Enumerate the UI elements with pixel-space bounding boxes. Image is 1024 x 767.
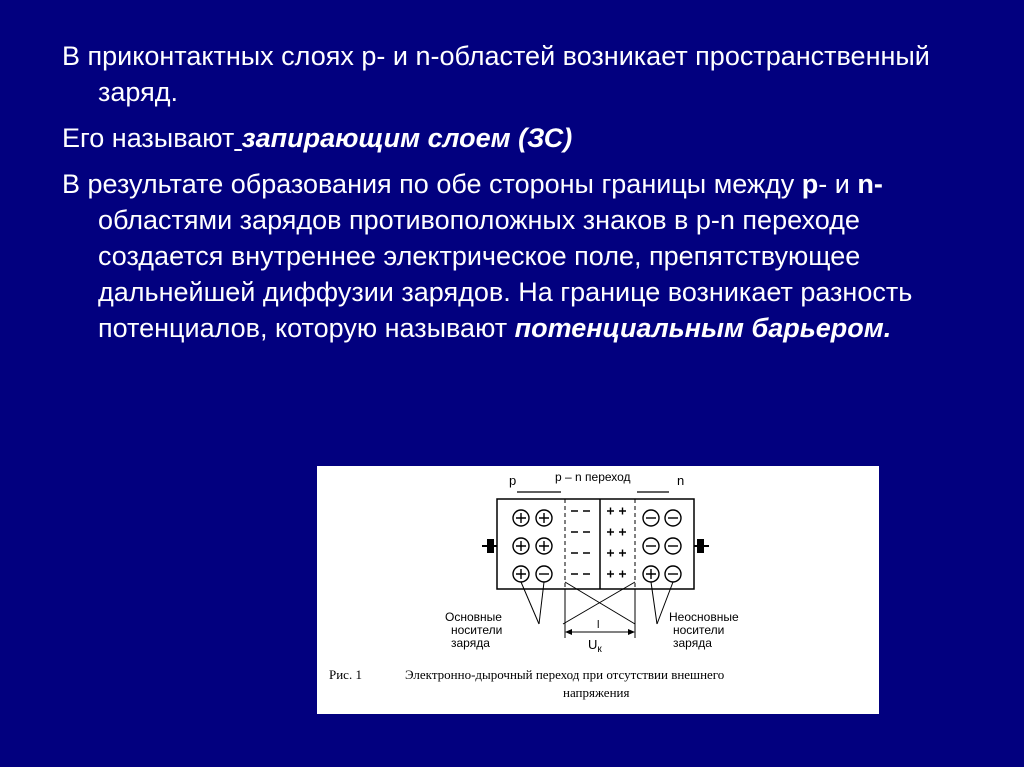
uk-main: U [588, 637, 598, 652]
label-n: n [677, 473, 685, 488]
potential-barrier-text-a: В результате образования по обе стороны границы между [62, 169, 802, 199]
figure-caption-line2: напряжения [563, 685, 630, 700]
majority-caption-2: носители [451, 623, 503, 637]
n-region-carriers [643, 510, 681, 582]
paragraph-potential-barrier [62, 166, 962, 346]
potential-barrier-text-b: - и [818, 169, 858, 199]
p-letter: p [801, 169, 819, 199]
uk-sub: к [597, 644, 602, 655]
space-charge-text: В приконтактных слоях p- и n-областей возникает пространственный заряд. [62, 41, 930, 107]
barrier-layer-prefix: Его называют [62, 123, 235, 153]
label-l: l [597, 619, 600, 631]
paragraph-barrier-layer [62, 120, 962, 156]
paragraph-space-charge [62, 38, 962, 110]
plus-sign [516, 541, 526, 551]
minority-caption-1: Неосновные [669, 610, 739, 624]
right-terminal [697, 539, 704, 553]
figure-number: Рис. 1 [329, 667, 362, 682]
pn-junction-diagram [317, 466, 879, 714]
label-p: p [509, 473, 517, 488]
underlined-space [234, 123, 242, 153]
pn-junction-figure [317, 466, 879, 714]
depletion-negative-charges [571, 511, 590, 574]
figure-caption-line1: Электронно-дырочный переход при отсутствии внешнего [405, 667, 725, 682]
label-pn-junction: p – n переход [555, 470, 631, 484]
depletion-positive-charges [607, 508, 626, 578]
potential-barrier-term: потенциальным барьером. [514, 313, 892, 343]
majority-caption-1: Основные [445, 610, 502, 624]
potential-barrier-text-c: областями зарядов противоположных знаков в p-n переходе создается внутреннее электрическое поле, препятствующее дальнейшей диффузии зарядов. На границе возникает разность потенциалов, которую называют [98, 205, 913, 343]
plus-sign [516, 513, 526, 523]
plus-sign [646, 569, 656, 579]
barrier-layer-term: запирающим слоем (ЗС) [241, 123, 573, 153]
label-uk [588, 637, 602, 655]
p-region-carriers [513, 510, 552, 582]
slide-text [62, 38, 962, 356]
majority-caption-3: заряда [451, 636, 490, 650]
left-terminal [487, 539, 494, 553]
n-letter: n- [857, 169, 883, 199]
minority-caption-3: заряда [673, 636, 712, 650]
minority-caption-2: носители [673, 623, 725, 637]
plus-sign [539, 513, 549, 523]
plus-sign [516, 569, 526, 579]
plus-sign [539, 541, 549, 551]
